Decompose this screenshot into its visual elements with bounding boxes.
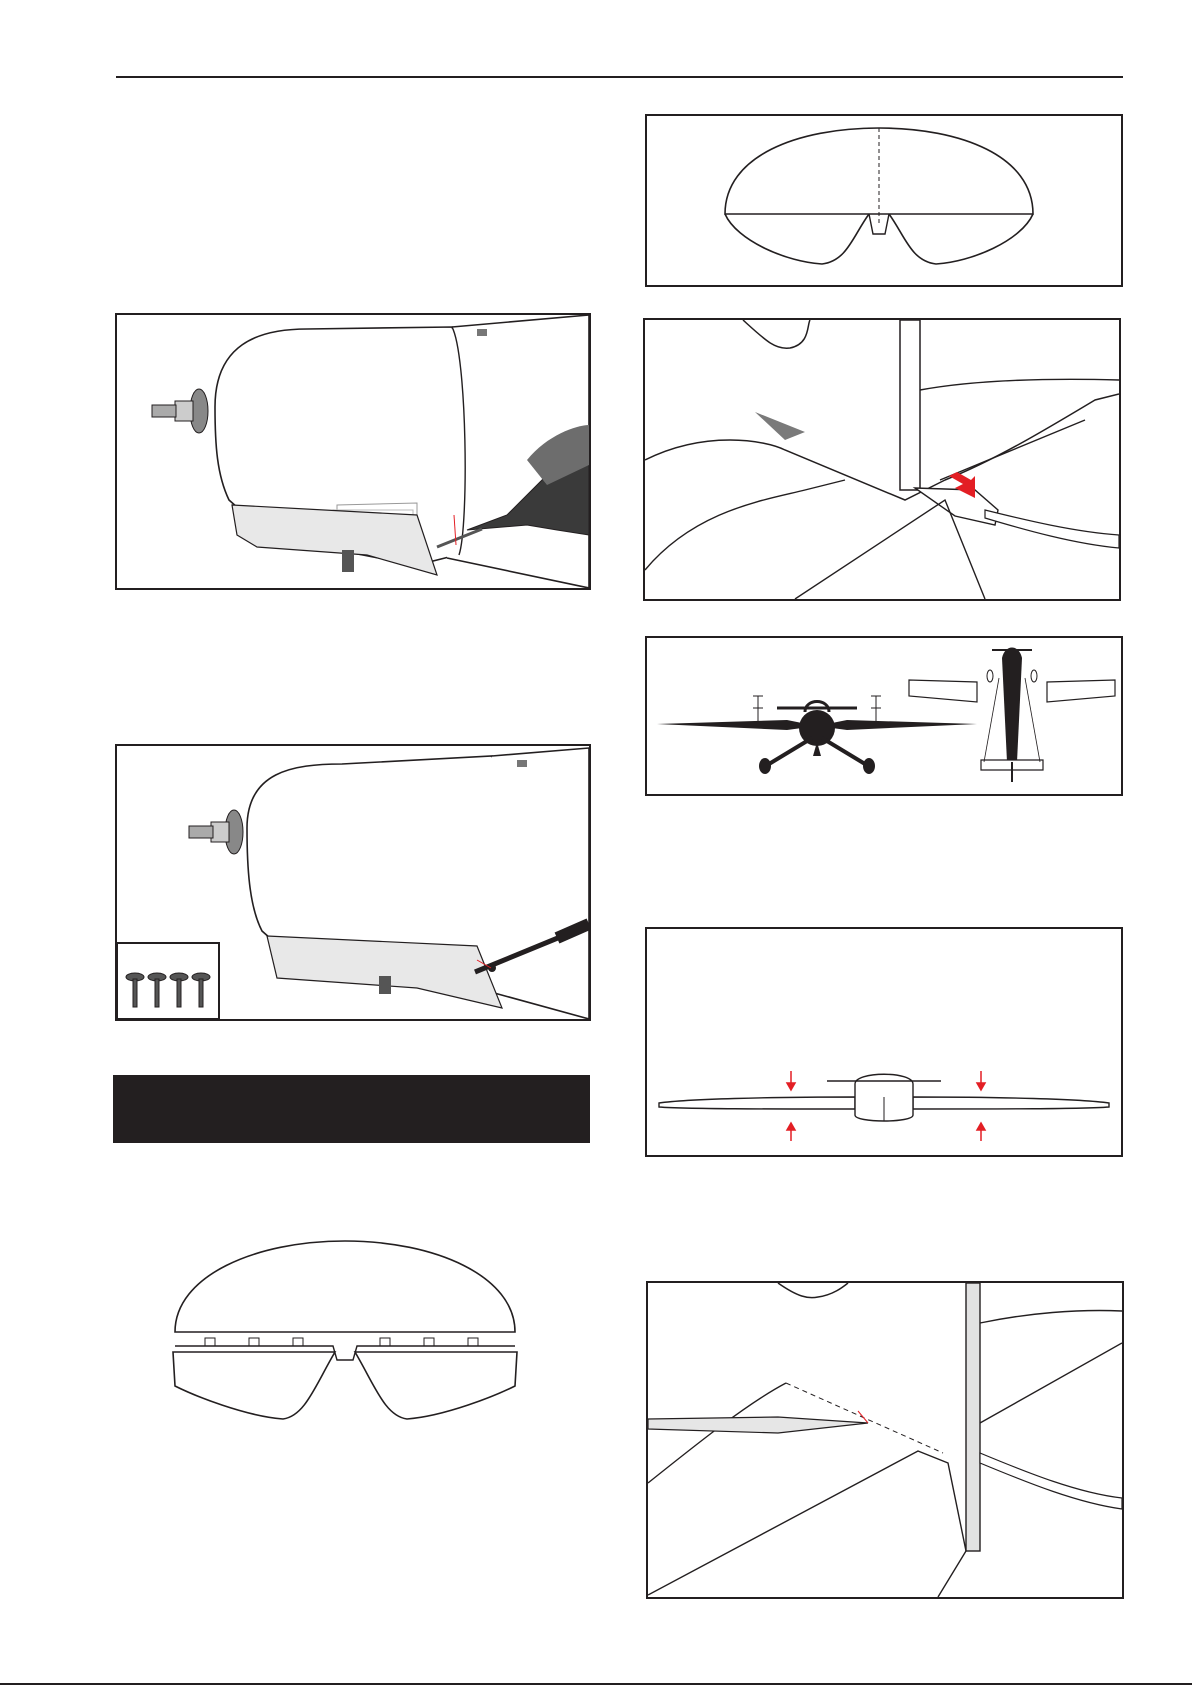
figure-pen-mark [646, 1281, 1124, 1599]
figure-cowl-drill [115, 313, 591, 590]
pen-icon [648, 1283, 1122, 1597]
drill-icon [117, 315, 589, 588]
airplane-alignment-icon [647, 638, 1121, 794]
arrow-icon [645, 320, 1119, 599]
figure-fin-slot [643, 318, 1121, 601]
hinge-icon [165, 1236, 525, 1426]
figure-cowl-screws [115, 744, 591, 1021]
figure-stabilizer-top [645, 114, 1123, 287]
figure-stabilizer-hinged [165, 1236, 525, 1426]
figure-wing-level [645, 927, 1123, 1157]
section-banner [113, 1075, 590, 1143]
screwdriver-icon [117, 746, 589, 1019]
figure-alignment-views [645, 636, 1123, 796]
horizontal-stabilizer-icon [647, 116, 1121, 285]
red-arrow-icon [647, 929, 1121, 1155]
header-rule [116, 76, 1123, 78]
